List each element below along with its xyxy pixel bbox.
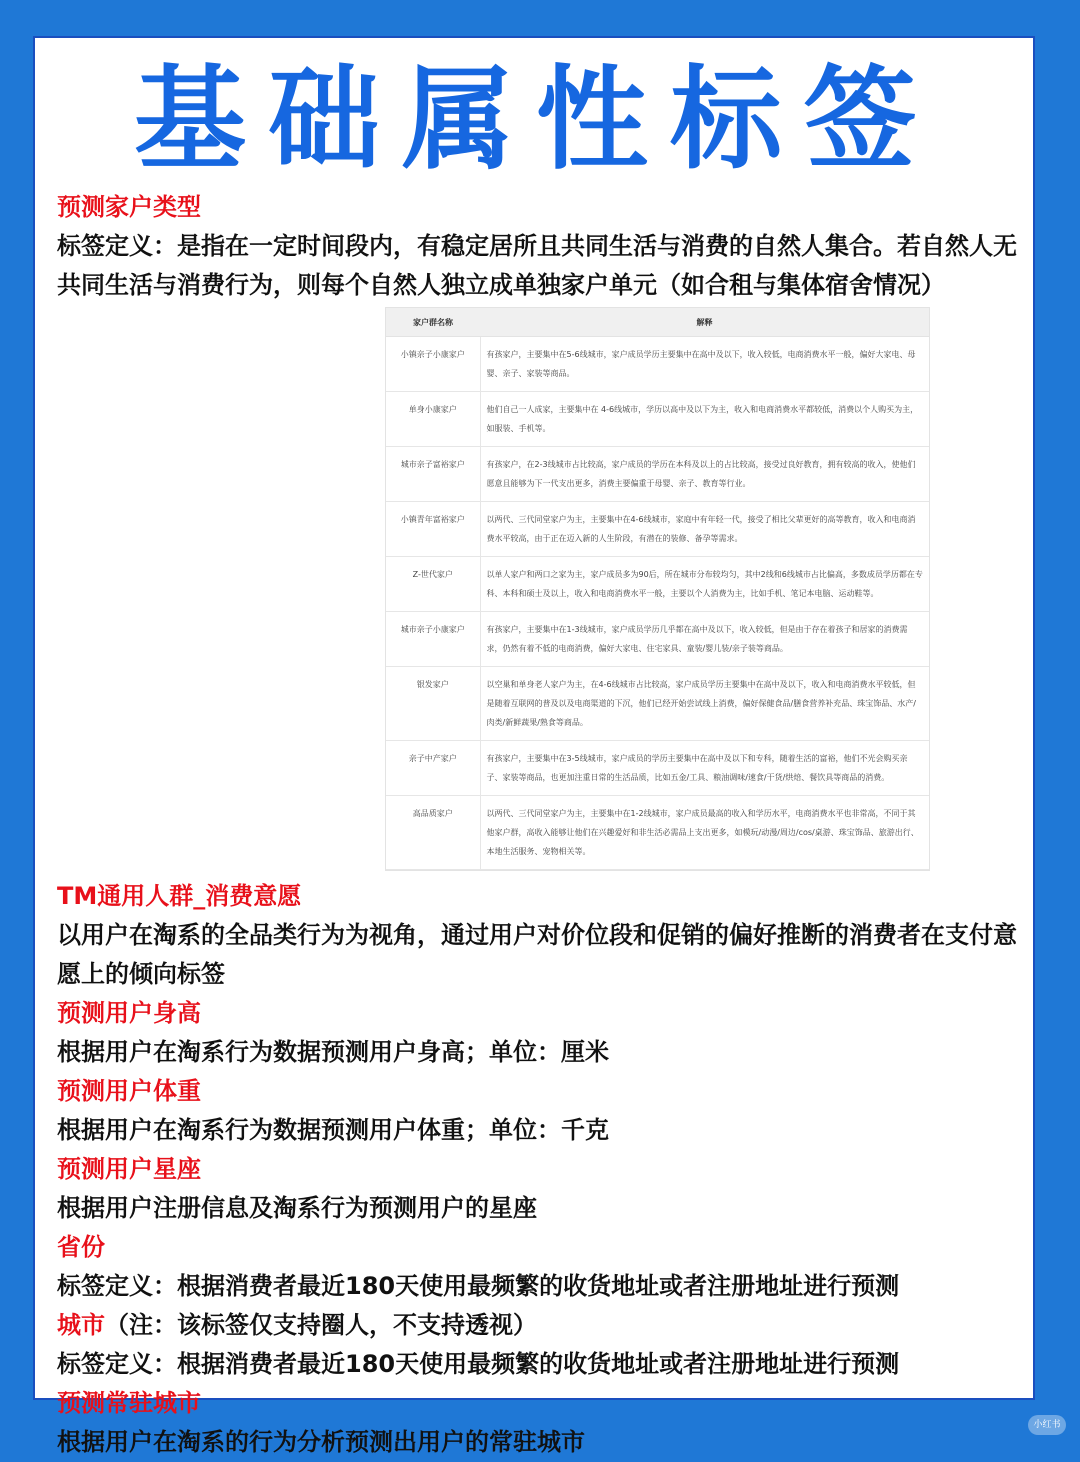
- household-group-name: 银发家户: [386, 667, 480, 741]
- content-body: [57, 188, 1017, 1462]
- table-header-name: 家户群名称: [386, 308, 480, 337]
- heading-household-type: 预测家户类型: [57, 188, 1017, 227]
- text-city: 标签定义：根据消费者最近180天使用最频繁的收货地址或者注册地址进行预测: [57, 1345, 1017, 1384]
- household-group-desc: 以两代、三代同堂家户为主，主要集中在4-6线城市，家庭中有年轻一代，接受了相比父辈更好的高等教育，收入和电商消费水平较高，由于正在迈入新的人生阶段，有潜在的装修、备孕等需求。: [480, 502, 929, 557]
- heading-resident-city: 预测常驻城市: [57, 1384, 1017, 1423]
- table-row: [386, 447, 929, 502]
- household-group-desc: 有孩家户，在2-3线城市占比较高，家户成员的学历在本科及以上的占比较高，接受过良好教育，拥有较高的收入，使他们愿意且能够为下一代支出更多，消费主要偏重于母婴、亲子、教育等行业。: [480, 447, 929, 502]
- household-group-desc: 以单人家户和两口之家为主，家户成员多为90后，所在城市分布较均匀，其中2线和6线城市占比偏高，多数成员学历都在专科、本科和硕士及以上，收入和电商消费水平一般，主要以个人消费为主，比如手机、笔记本电脑、运动鞋等。: [480, 557, 929, 612]
- household-group-desc: 以空巢和单身老人家户为主，在4-6线城市占比较高，家户成员学历主要集中在高中及以下，收入和电商消费水平较低，但是随着互联网的普及以及电商渠道的下沉，他们已经开始尝试线上消费，偏好保健食品/膳食营养补充品、珠宝饰品、水产/肉类/新鲜蔬果/熟食等商品。: [480, 667, 929, 741]
- household-group-name: 城市亲子富裕家户: [386, 447, 480, 502]
- text-household-type: 标签定义：是指在一定时间段内，有稳定居所且共同生活与消费的自然人集合。若自然人无共同生活与消费行为，则每个自然人独立成单独家户单元（如合租与集体宿舍情况）: [57, 227, 1017, 305]
- table-row: [386, 557, 929, 612]
- household-group-name: 城市亲子小康家户: [386, 612, 480, 667]
- household-group-desc: 以两代、三代同堂家户为主，主要集中在1-2线城市，家户成员最高的收入和学历水平，电商消费水平也非常高，不同于其他家户群，高收入能够让他们在兴趣爱好和非生活必需品上支出更多，如模玩/动漫/周边/cos/桌游、珠宝饰品、旅游出行、本地生活服务、宠物相关等。: [480, 796, 929, 870]
- heading-tm-consumption: TM通用人群_消费意愿: [57, 877, 1017, 916]
- table-row: [386, 502, 929, 557]
- text-zodiac: 根据用户注册信息及淘系行为预测用户的星座: [57, 1189, 1017, 1228]
- heading-zodiac: 预测用户星座: [57, 1150, 1017, 1189]
- heading-weight: 预测用户体重: [57, 1072, 1017, 1111]
- table-row: [386, 337, 929, 392]
- household-group-name: 高品质家户: [386, 796, 480, 870]
- table-row: [386, 796, 929, 870]
- watermark-badge: 小红书: [1028, 1415, 1066, 1435]
- table-row: [386, 612, 929, 667]
- household-group-name: 小镇亲子小康家户: [386, 337, 480, 392]
- household-group-name: 亲子中产家户: [386, 741, 480, 796]
- city-note: （注：该标签仅支持圈人，不支持透视）: [105, 1311, 537, 1339]
- table-row: [386, 741, 929, 796]
- household-group-desc: 有孩家户，主要集中在1-3线城市，家户成员学历几乎都在高中及以下，收入较低，但是由于存在着孩子和居家的消费需求，仍然有着不低的电商消费，偏好大家电、住宅家具、童装/婴儿装/亲子装等商品。: [480, 612, 929, 667]
- household-table: [385, 307, 930, 871]
- text-resident-city: 根据用户在淘系的行为分析预测出用户的常驻城市: [57, 1423, 1017, 1462]
- page-title: 基础属性标签: [35, 60, 1037, 180]
- text-tm-consumption: 以用户在淘系的全品类行为为视角，通过用户对价位段和促销的偏好推断的消费者在支付意愿上的倾向标签: [57, 916, 1017, 994]
- household-group-name: Z-世代家户: [386, 557, 480, 612]
- text-weight: 根据用户在淘系行为数据预测用户体重；单位：千克: [57, 1111, 1017, 1150]
- heading-city: 城市: [57, 1311, 105, 1339]
- text-province: 标签定义：根据消费者最近180天使用最频繁的收货地址或者注册地址进行预测: [57, 1267, 1017, 1306]
- household-group-desc: 他们自己一人成家，主要集中在 4-6线城市，学历以高中及以下为主，收入和电商消费水平都较低，消费以个人购买为主，如服装、手机等。: [480, 392, 929, 447]
- city-line: [57, 1306, 1017, 1345]
- table-header-desc: 解释: [480, 308, 929, 337]
- household-group-desc: 有孩家户，主要集中在3-5线城市，家户成员的学历主要集中在高中及以下和专科，随着生活的富裕，他们不光会购买亲子、家装等商品，也更加注重日常的生活品质，比如五金/工具、粮油调味/速食/干货/烘焙、餐饮具等商品的消费。: [480, 741, 929, 796]
- text-height: 根据用户在淘系行为数据预测用户身高；单位：厘米: [57, 1033, 1017, 1072]
- table-row: [386, 667, 929, 741]
- household-group-desc: 有孩家户，主要集中在5-6线城市，家户成员学历主要集中在高中及以下，收入较低，电商消费水平一般，偏好大家电、母婴、亲子、家装等商品。: [480, 337, 929, 392]
- content-card: [33, 36, 1035, 1400]
- table-row: [386, 392, 929, 447]
- heading-province: 省份: [57, 1228, 1017, 1267]
- household-group-name: 小镇青年富裕家户: [386, 502, 480, 557]
- household-group-name: 单身小康家户: [386, 392, 480, 447]
- heading-height: 预测用户身高: [57, 994, 1017, 1033]
